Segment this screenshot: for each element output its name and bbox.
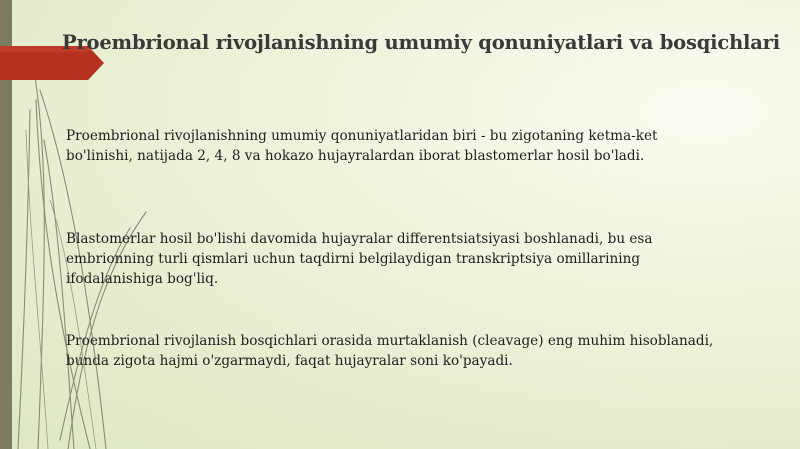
paragraph-line: bunda zigota hajmi o'zgarmaydi, faqat hujayralar soni ko'payadi. [66, 353, 513, 369]
paragraph-line: embrionning turli qismlari uchun taqdirni belgilaydigan transkriptsiya omillarining [66, 251, 641, 267]
paragraph-2 [66, 229, 766, 289]
slide-title: Proembrional rivojlanishning umumiy qonuniyatlari va bosqichlari [62, 31, 780, 54]
paragraph-3 [66, 331, 766, 371]
paragraph-1 [66, 126, 766, 166]
paragraph-line: Blastomerlar hosil bo'lishi davomida hujayralar differentsiatsiyasi boshlanadi, bu esa [66, 231, 653, 247]
paragraph-line: ifodalanishiga bog'liq. [66, 271, 219, 287]
paragraph-line: bo'linishi, natijada 2, 4, 8 va hokazo hujayralardan iborat blastomerlar hosil bo'ladi. [66, 148, 645, 164]
paragraph-line: Proembrional rivojlanish bosqichlari orasida murtaklanish (cleavage) eng muhim hisoblanadi, [66, 333, 714, 349]
paragraph-line: Proembrional rivojlanishning umumiy qonuniyatlaridan biri - bu zigotaning ketma-ket [66, 128, 658, 144]
